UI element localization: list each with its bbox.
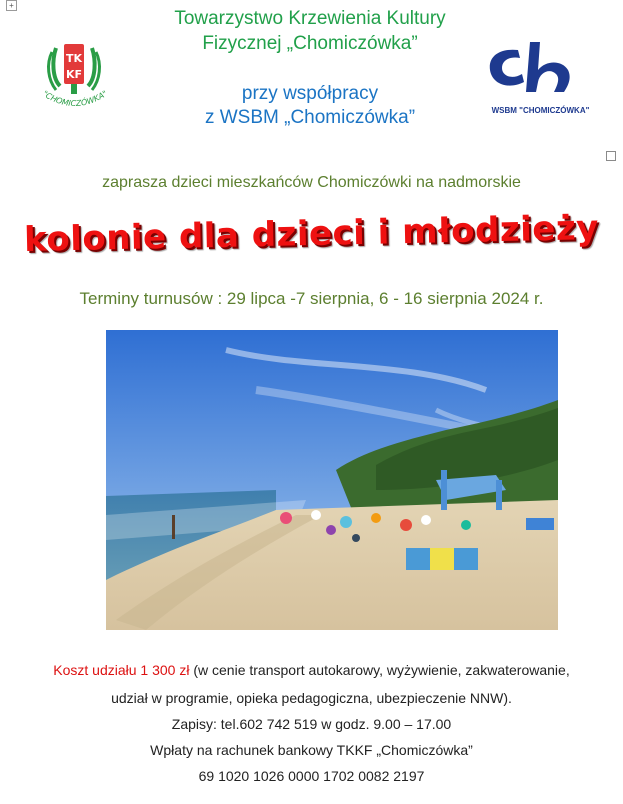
svg-text:"CHOMICZÓWKA": "CHOMICZÓWKA" xyxy=(40,88,109,109)
org-name-line2: Fizycznej „Chomiczówka” xyxy=(202,33,418,54)
collab-line2: z WSBM „Chomiczówka” xyxy=(204,107,416,128)
svg-text:TK: TK xyxy=(65,52,83,65)
checkbox-marker xyxy=(606,151,616,161)
bank-account-number: 69 1020 1026 0000 1702 0082 2197 xyxy=(198,768,425,784)
cost-label: Koszt udziału 1 300 zł xyxy=(53,662,190,678)
payment-info: Wpłaty na rachunek bankowy TKKF „Chomiczówka” xyxy=(150,742,473,758)
collab-line1: przy współpracy xyxy=(241,83,379,104)
wsbm-ch-emblem-icon xyxy=(478,40,603,102)
beach-photo xyxy=(106,330,558,630)
anchor-marker-icon: + xyxy=(6,0,17,11)
headline-title: kolonie dla dzieci i młodzieży xyxy=(23,207,600,261)
invite-text: zaprasza dzieci mieszkańców Chomiczówki na nadmorskie xyxy=(102,174,521,191)
svg-text:KF: KF xyxy=(65,68,83,81)
beach-scene-image xyxy=(106,330,558,630)
camp-dates: Terminy turnusów : 29 lipca -7 sierpnia, 6 - 16 sierpnia 2024 r. xyxy=(79,289,544,308)
info-line2: udział w programie, opieka pedagogiczna, ubezpieczenie NNW). xyxy=(111,690,512,706)
wsbm-logo xyxy=(478,40,603,120)
wsbm-caption: WSBM "CHOMICZÓWKA" xyxy=(491,106,590,115)
cost-line xyxy=(0,662,623,678)
org-name-line1: Towarzystwo Krzewienia Kultury xyxy=(174,8,446,29)
cost-details: (w cenie transport autokarowy, wyżywienie, zakwaterowanie, xyxy=(189,662,570,678)
enrollment-phone: Zapisy: tel.602 742 519 w godz. 9.00 – 17.00 xyxy=(171,716,452,732)
